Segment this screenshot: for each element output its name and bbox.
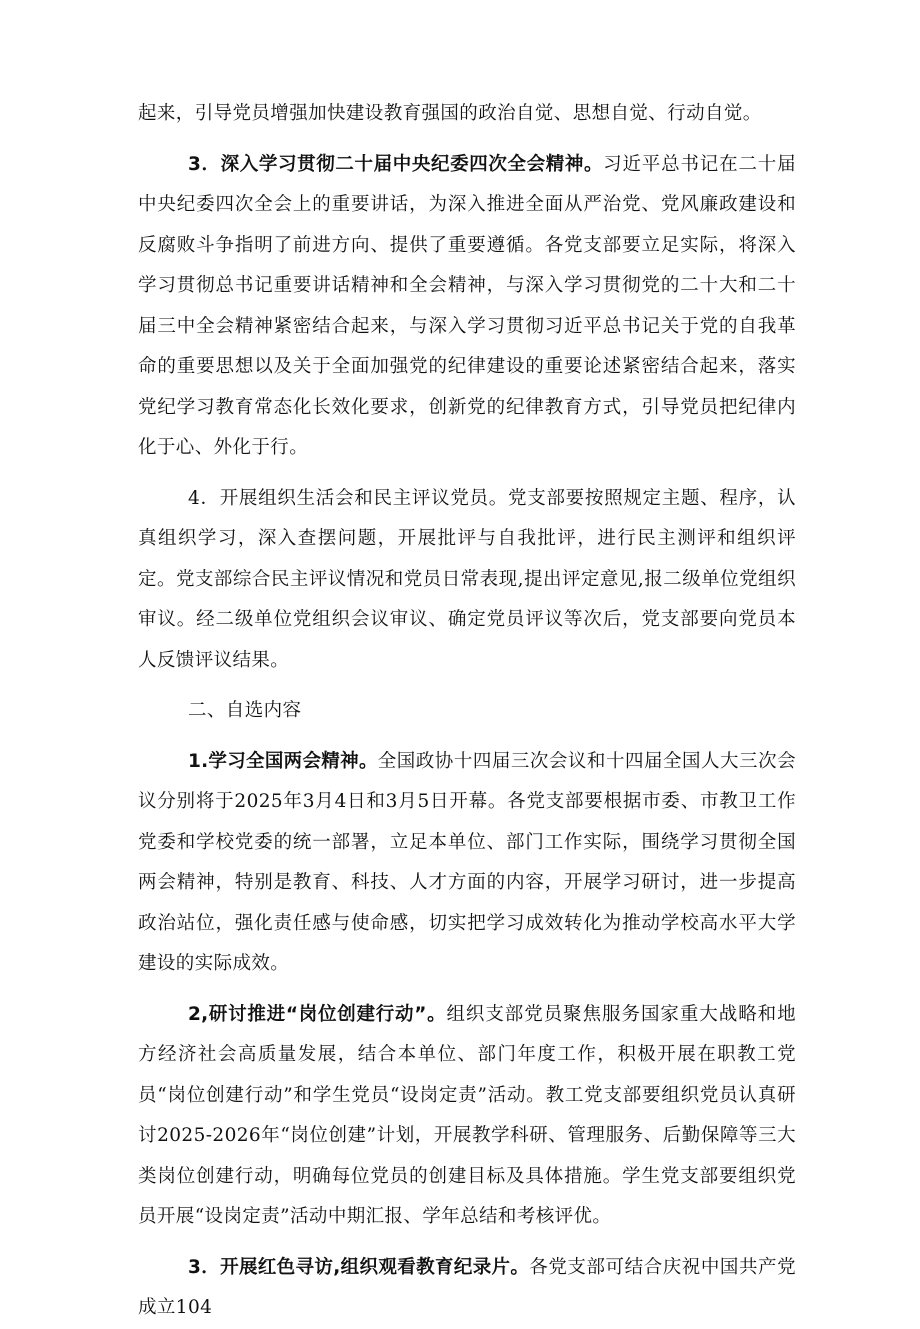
optional-3-heading: 3．开展红色寻访,组织观看教育纪录片。 xyxy=(188,1256,530,1278)
paragraph-optional-1 xyxy=(138,742,796,985)
paragraph-gap xyxy=(138,732,796,742)
paragraph-gap xyxy=(138,1238,796,1248)
paragraph-gap xyxy=(138,135,796,145)
section-heading-optional-content: 二、自选内容 xyxy=(188,700,302,721)
optional-1-text: 全国政协十四届三次会议和十四届全国人大三次会议分别将于2025年3月4日和3月5日开幕。各党支部要根据市委、市教卫工作党委和学校党委的统一部署，立足本单位、部门工作实际，围绕学习贯彻全国两会精神，特别是教育、科技、人才方面的内容，开展学习研讨，进一步提高政治站位，强化责任感与使命感，切实把学习成效转化为推动学校高水平大学建设的实际成效。 xyxy=(138,750,796,974)
item-3-heading: 3．深入学习贯彻二十届中央纪委四次全会精神。 xyxy=(188,153,604,175)
paragraph-item-4: 4．开展组织生活会和民主评议党员。党支部要按照规定主题、程序，认真组织学习，深入查摆问题，开展批评与自我批评，进行民主测评和组织评定。党支部综合民主评议情况和党员日常表现,提出评定意见,报二级单位党组织审议。经二级单位党组织会议审议、确定党员评议等次后，党支部要向党员本人反馈评议结果。 xyxy=(138,487,796,671)
item-3-text: 习近平总书记在二十届中央纪委四次全会上的重要讲话，为深入推进全面从严治党、党风廉政建设和反腐败斗争指明了前进方向、提供了重要遵循。各党支部要立足实际，将深入学习贯彻总书记重要讲话精神和全会精神，与深入学习贯彻党的二十大和二十届三中全会精神紧密结合起来，与深入学习贯彻习近平总书记关于党的自我革命的重要思想以及关于全面加强党的纪律建设的重要论述紧密结合起来，落实党纪学习教育常态化长效化要求，创新党的纪律教育方式，引导党员把纪律内化于心、外化于行。 xyxy=(138,153,796,458)
paragraph-item-3 xyxy=(138,145,796,469)
paragraph-optional-3 xyxy=(138,1248,796,1329)
paragraph-gap xyxy=(138,681,796,691)
paragraph-optional-2 xyxy=(138,995,796,1238)
paragraph-continuation: 起来，引导党员增强加快建设教育强国的政治自觉、思想自觉、行动自觉。 xyxy=(138,103,762,124)
document-body xyxy=(138,94,796,1329)
paragraph-gap xyxy=(138,469,796,479)
optional-3-text: 各党支部可结合庆祝中国共产党成立104 xyxy=(138,1256,797,1318)
optional-1-heading: 1.学习全国两会精神。 xyxy=(188,750,378,772)
optional-2-text: 组织支部党员聚焦服务国家重大战略和地方经济社会高质量发展，结合本单位、部门年度工作，积极开展在职教工党员“岗位创建行动”和学生党员“设岗定责”活动。教工党支部要组织党员认真研讨2025-2026年“岗位创建”计划，开展教学科研、管理服务、后勤保障等三大类岗位创建行动，明确每位党员的创建目标及具体措施。学生党支部要组织党员开展“设岗定责”活动中期汇报、学年总结和考核评优。 xyxy=(138,1003,797,1227)
paragraph-gap xyxy=(138,985,796,995)
optional-2-heading: 2,研讨推进“岗位创建行动”。 xyxy=(188,1003,447,1025)
